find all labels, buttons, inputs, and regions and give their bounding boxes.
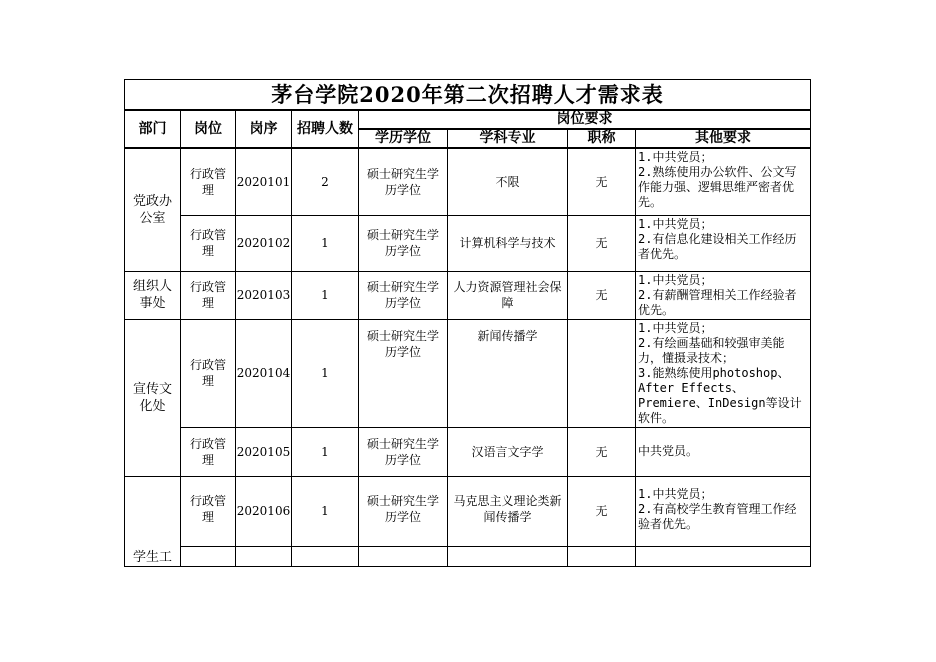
sequence-cell: 2020104 bbox=[236, 319, 292, 427]
count-cell: 1 bbox=[292, 427, 359, 476]
table-row bbox=[125, 271, 811, 319]
major-cell: 新闻传播学 bbox=[448, 319, 568, 427]
title-rank-cell: 无 bbox=[568, 476, 636, 546]
table-title: 茅台学院2020年第二次招聘人才需求表 bbox=[125, 80, 811, 111]
sequence-cell: 2020106 bbox=[236, 476, 292, 546]
title-rank-cell: 无 bbox=[568, 271, 636, 319]
major-cell: 不限 bbox=[448, 148, 568, 215]
header-other: 其他要求 bbox=[636, 129, 811, 148]
recruitment-table-sheet bbox=[124, 79, 810, 565]
other-requirements-cell bbox=[636, 215, 811, 271]
position-cell: 行政管理 bbox=[189, 436, 226, 467]
sequence-cell: 2020102 bbox=[236, 215, 292, 271]
requirement-line: 2.熟练使用办公软件、公文写作能力强、逻辑思维严密者优先。 bbox=[638, 165, 797, 209]
requirement-line: 2.有高校学生教育管理工作经验者优先。 bbox=[638, 501, 797, 531]
degree-cell: 硕士研究生学历学位 bbox=[366, 493, 439, 524]
department-cell: 党政办公室 bbox=[125, 148, 181, 271]
count-cell: 1 bbox=[292, 319, 359, 427]
requirement-line: 2.有绘画基础和较强审美能力，懂摄录技术； bbox=[638, 335, 785, 365]
header-title-rank: 职称 bbox=[568, 129, 636, 148]
count-cell: 1 bbox=[292, 215, 359, 271]
other-requirements-cell bbox=[636, 271, 811, 319]
position-cell: 行政管理 bbox=[189, 493, 226, 524]
header-requirements: 岗位要求 bbox=[359, 110, 811, 129]
title-rank-cell: 无 bbox=[568, 148, 636, 215]
degree-cell: 硕士研究生学历学位 bbox=[366, 228, 439, 258]
count-cell: 1 bbox=[292, 476, 359, 546]
header-sequence: 岗序 bbox=[236, 110, 292, 148]
title-rank-cell: 无 bbox=[568, 427, 636, 476]
sequence-cell: 2020101 bbox=[236, 148, 292, 215]
header-count: 招聘人数 bbox=[292, 110, 359, 148]
sequence-cell: 2020103 bbox=[236, 271, 292, 319]
header-position: 岗位 bbox=[181, 110, 236, 148]
degree-cell: 硕士研究生学历学位 bbox=[366, 436, 439, 467]
sequence-cell: 2020105 bbox=[236, 427, 292, 476]
requirement-line: 3.能熟练使用photoshop、After Effects、 Premiere、InDesign等设计软件。 bbox=[638, 365, 802, 425]
title-rank-cell bbox=[568, 319, 636, 427]
table-row bbox=[125, 476, 811, 546]
other-requirements-cell bbox=[636, 319, 811, 427]
position-cell: 行政管理 bbox=[189, 280, 226, 310]
major-cell: 计算机科学与技术 bbox=[448, 215, 568, 271]
degree-cell: 硕士研究生学历学位 bbox=[366, 166, 439, 197]
table-row bbox=[125, 148, 811, 215]
degree-cell: 硕士研究生学历学位 bbox=[366, 328, 439, 359]
position-cell: 行政管理 bbox=[189, 166, 226, 197]
requirement-line: 1.中共党员； bbox=[638, 486, 713, 501]
requirement-line: 2.有信息化建设相关工作经历者优先。 bbox=[638, 231, 797, 261]
department-cell: 宣传文化处 bbox=[125, 319, 181, 476]
requirement-line: 中共党员。 bbox=[638, 444, 699, 458]
title-rank-cell: 无 bbox=[568, 215, 636, 271]
other-requirements-cell bbox=[636, 427, 811, 476]
table-row bbox=[125, 427, 811, 476]
table-row bbox=[125, 546, 811, 566]
major-cell: 人力资源管理社会保障 bbox=[453, 280, 562, 310]
other-requirements-cell bbox=[636, 476, 811, 546]
position-cell: 行政管理 bbox=[189, 358, 226, 388]
header-department: 部门 bbox=[125, 110, 181, 148]
department-cell: 组织人事处 bbox=[125, 271, 181, 319]
other-requirements-cell bbox=[636, 148, 811, 215]
major-cell: 汉语言文字学 bbox=[448, 427, 568, 476]
header-major: 学科专业 bbox=[448, 129, 568, 148]
count-cell: 2 bbox=[292, 148, 359, 215]
table-row bbox=[125, 215, 811, 271]
count-cell: 1 bbox=[292, 271, 359, 319]
requirement-line: 2.有薪酬管理相关工作经验者优先。 bbox=[638, 287, 797, 317]
table-row bbox=[125, 319, 811, 427]
requirement-line: 1.中共党员； bbox=[638, 216, 713, 231]
requirement-line: 1.中共党员； bbox=[638, 150, 713, 164]
degree-cell: 硕士研究生学历学位 bbox=[366, 280, 439, 310]
major-cell: 马克思主义理论类新闻传播学 bbox=[453, 493, 562, 524]
requirement-line: 1.中共党员； bbox=[638, 272, 713, 287]
requirement-line: 1.中共党员； bbox=[638, 320, 713, 335]
header-degree: 学历学位 bbox=[359, 129, 448, 148]
position-cell: 行政管理 bbox=[189, 228, 226, 258]
department-cell: 学生工 bbox=[125, 476, 181, 566]
recruitment-table bbox=[124, 79, 811, 567]
